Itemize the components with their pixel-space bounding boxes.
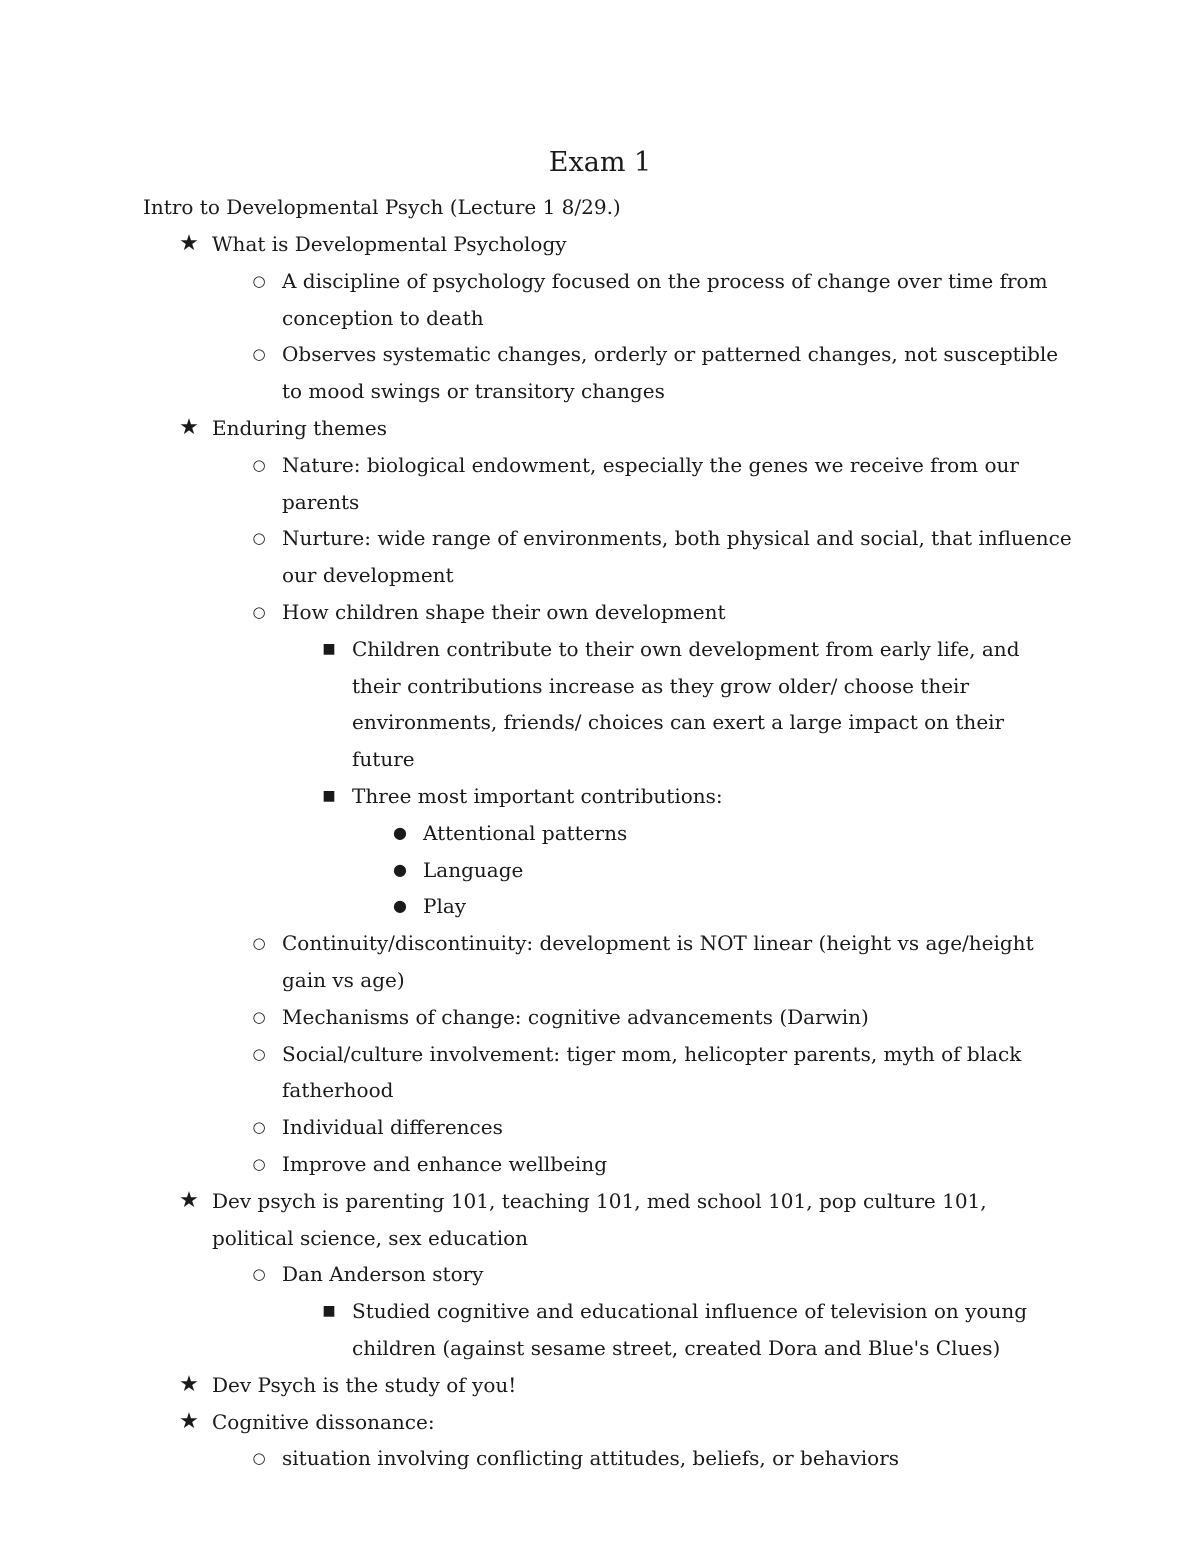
square-bullet-icon: ■ [322,787,336,804]
star-bullet-icon: ★ [179,1408,199,1434]
outline-item-text: Continuity/discontinuity: development is NOT linear (height vs age/height gain vs age) [282,931,1034,992]
hollow-circle-bullet-icon: ○ [252,934,266,953]
star-bullet-icon: ★ [179,414,199,440]
outline-item-text: Nature: biological endowment, especially the genes we receive from our parents [282,452,1019,514]
hollow-circle-bullet-icon: ○ [252,602,266,621]
outline-item-level-4 [393,888,1043,925]
star-bullet-icon: ★ [179,1371,199,1397]
outline-item-level-4 [393,815,1043,852]
outline-item-text: Social/culture involvement: tiger mom, helicopter parents, myth of black fatherhood [282,1041,1022,1103]
outline-item-level-4 [393,852,1043,889]
outline-item-text: situation involving conflicting attitudes, beliefs, or behaviors [282,1446,900,1471]
outline-item-text: A discipline of psychology focused on the process of change over time from conception to death [282,268,1048,330]
hollow-circle-bullet-icon: ○ [252,1044,266,1063]
star-bullet-icon: ★ [179,231,199,256]
outline-item-text: Mechanisms of change: cognitive advancements (Darwin) [282,1004,869,1029]
hollow-circle-bullet-icon: ○ [252,1265,266,1284]
page-title: Exam 1 [548,147,652,178]
hollow-circle-bullet-icon: ○ [252,1118,266,1137]
outline-item-level-2 [252,594,1072,631]
star-bullet-icon: ★ [179,1187,199,1213]
square-bullet-icon: ■ [322,1303,336,1320]
outline-item-level-1 [179,1367,1072,1404]
outline-item-text: Children contribute to their own development from early life, and their contributions increase as they grow older/ choose their environments, friends/ choices can exert a large impact on their future [352,636,1020,772]
outline-item-level-1 [179,226,1072,263]
outline-item-level-1 [179,410,1072,447]
outline-item-text: Observes systematic changes, orderly or patterned changes, not susceptible to mood swings or transitory changes [282,342,1059,404]
hollow-circle-bullet-icon: ○ [252,1449,266,1468]
hollow-circle-bullet-icon: ○ [252,1154,266,1173]
outline-item-text: Studied cognitive and educational influence of television on young children (against sesame street, created Dora and Blue's Clues) [352,1299,1028,1360]
outline-item-level-2 [252,925,1072,999]
dot-bullet-icon: ● [393,896,407,916]
hollow-circle-bullet-icon: ○ [252,271,266,290]
outline-item-text: How children shape their own development [282,599,726,624]
outline-item-text: Three most important contributions: [352,783,723,808]
outline-item-text: Nurture: wide range of environments, both physical and social, that influence our development [282,526,1072,588]
outline-item-level-2 [252,1036,1072,1110]
outline-item-level-2 [252,1440,1072,1477]
dot-bullet-icon: ● [393,859,407,879]
outline-item-text: Dan Anderson story [282,1262,484,1287]
outline-item-text: Cognitive dissonance: [212,1409,435,1434]
outline-item-level-2 [252,1109,1072,1146]
hollow-circle-bullet-icon: ○ [252,455,266,474]
outline-item-level-2 [252,1146,1072,1183]
outline-item-text: Enduring themes [212,415,387,440]
outline-item-text: Play [423,894,467,919]
outline-item-level-3 [322,778,1052,815]
outline-item-level-2 [252,336,1072,410]
dot-bullet-icon: ● [393,822,407,842]
outline-item-level-1 [179,1404,1072,1441]
outline-item-text: Attentional patterns [423,820,628,845]
outline-item-text: What is Developmental Psychology [212,232,567,256]
outline-item-level-2 [252,447,1072,521]
square-bullet-icon: ■ [322,640,336,657]
hollow-circle-bullet-icon: ○ [252,529,266,548]
outline-item-level-3 [322,1293,1052,1367]
outline-item-level-2 [252,263,1072,337]
outline-item-text: Language [423,857,524,882]
outline-item-level-2 [252,1256,1072,1293]
outline-item-text: Dev psych is parenting 101, teaching 101, med school 101, pop culture 101, political science, sex education [212,1188,987,1250]
outline-item-text: Dev Psych is the study of you! [212,1372,517,1397]
lecture-subtitle: Intro to Developmental Psych (Lecture 1 8/29.) [143,195,621,219]
notes-outline [0,226,1200,1477]
hollow-circle-bullet-icon: ○ [252,345,266,364]
outline-item-level-2 [252,520,1072,594]
outline-item-text: Individual differences [282,1115,503,1140]
outline-item-level-1 [179,1183,1072,1257]
hollow-circle-bullet-icon: ○ [252,1007,266,1026]
outline-item-text: Improve and enhance wellbeing [282,1151,607,1176]
outline-item-level-3 [322,631,1052,778]
outline-item-level-2 [252,999,1072,1036]
